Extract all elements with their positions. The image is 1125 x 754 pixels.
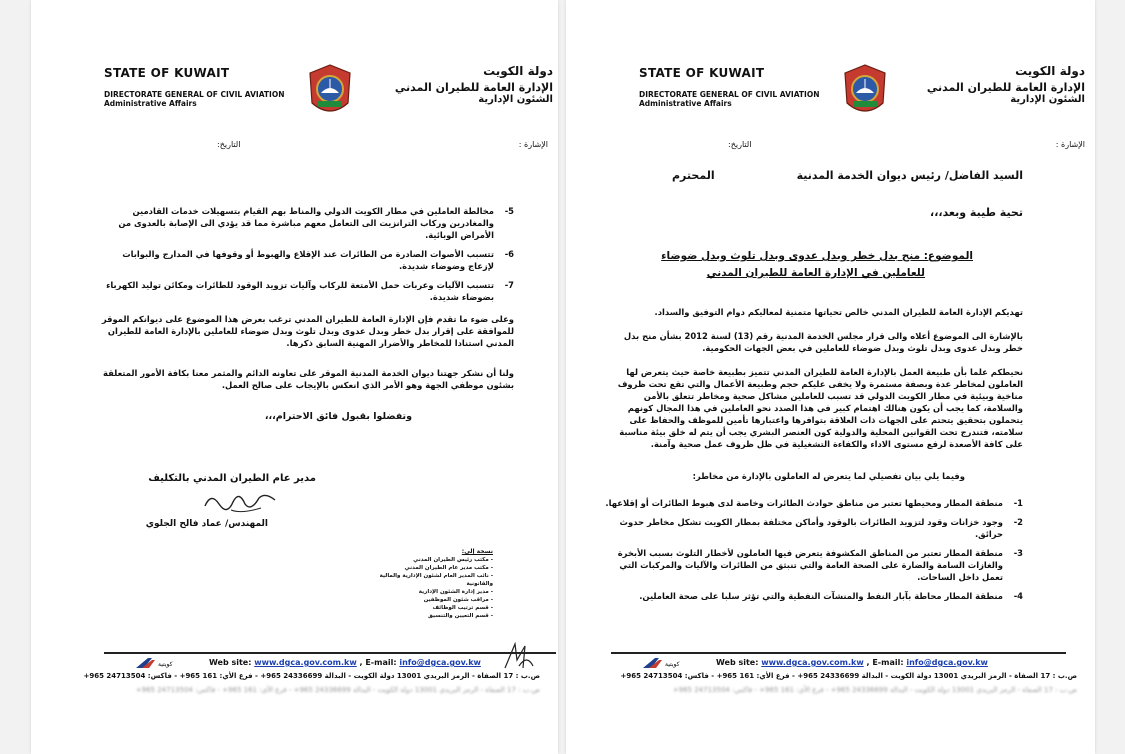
footer-address-faded: ص.ب : 17 الصفاة - الرمز البريدي 13001 دولة الكويت - البدالة 24336699 965+ - فرع الأي: 161 965+ - فاكس: 24713504 965+: [135, 686, 540, 694]
department-title-ar: الشئون الإدارية: [1010, 94, 1085, 105]
reference-label: الإشارة :: [1055, 140, 1085, 149]
greeting: تحية طيبة وبعد،،،: [930, 206, 1023, 219]
svg-text:كويتية: كويتية: [665, 661, 680, 668]
state-title-ar: دولة الكويت: [483, 64, 553, 78]
addressee: السيد الفاضل/ رئيس ديوان الخدمة المدنية: [796, 169, 1023, 182]
list-item: - مكتب مدير عام الطيران المدني: [363, 564, 493, 572]
website-link[interactable]: www.dgca.gov.com.kw: [761, 658, 864, 667]
date-label: التاريخ:: [217, 140, 241, 149]
footer-address: ص.ب : 17 الصفاة - الرمز البريدي 13001 دولة الكويت - البدالة 24336699 965+ - فرع الأي: 161 965+ - فاكس: 24713504 965+: [620, 672, 1077, 680]
department-title-ar: الشئون الإدارية: [478, 94, 553, 105]
footer-divider: [611, 652, 1066, 654]
airline-logo-icon: [641, 656, 689, 670]
body-paragraph: نحيطكم علما بأن طبيعة العمل بالإدارة العامة للطيران المدني تتميز بطبيعة خاصة حيث يتعرض لها العاملون لمخاطر عدة وبصفة مستمرة ولا يخفى عليكم حجم وطبيعة الأعمال والتي تقع تحت ظروف مناخية وبيئية في مطار الكويت الدولي قد تسبب للعاملين مشاكل صحية ومخاطر تتعلق بالأمن والسلامة، كما يجب أن يكون هنالك اهتمام كبير في هذا الصدد نحو العاملين في هذا المجال كونهم يتحملون بتحقيق يتحتم على الجهات ذات العلاقة بتوافرها واعتبارها تأمين للموظف والحفاظ على سلامته، فتندرج تحت القوانين المحلية والدولية كون العنصر البشري يجب أن يتم له خلق بيئة مناسبة على كافة الأصعدة لرفع مستوى الاداء والكفاءة التشغيلية في ظل ظروف عمل صحية وآمنة.: [617, 367, 1023, 449]
kuwait-emblem-icon: [304, 63, 356, 119]
directorate-title-en: DIRECTORATE GENERAL OF CIVIL AVIATION: [639, 90, 820, 99]
directorate-title-ar: الإدارة العامة للطيران المدني: [926, 81, 1085, 94]
honorific: المحترم: [672, 169, 715, 182]
subject-line-1: الموضوع: منح بدل خطر وبدل عدوى وبدل تلوث وبدل ضوضاء: [661, 250, 973, 262]
cc-distribution: [363, 548, 493, 620]
request-paragraph: وعلى ضوء ما تقدم فإن الإدارة العامة للطيران المدني ترغب بعرض هذا الموضوع على ديوانكم الموقر للموافقة على إقرار بدل خطر وبدل عدوى وبدل تلوث وبدل ضوضاء للعاملين بالإدارة العامة للطيران المدني استنادا للمخاطر والأضرار المهنية السابق ذكرها.: [101, 314, 514, 348]
signature-mark-icon: [201, 486, 281, 516]
signature-title: مدير عام الطيران المدني بالتكليف: [148, 473, 316, 484]
arabic-header: [915, 64, 1085, 105]
subject-line-2: للعاملين في الإدارة العامة للطيران المدني: [706, 267, 925, 279]
list-item: 3- منطقة المطار تعتبر من المناطق المكشوفة يتعرض فيها العاملون لأخطار التلوث بسبب الأبخرة والغازات السامة والضارة على الصحة العامة والتي تنبثق من الطائرات والآليات والمركبات التي تعمل داخل الساحات.: [617, 548, 1023, 582]
email-link[interactable]: info@dgca.gov.kw: [906, 658, 988, 667]
list-item: - قسم ترتيب الوظائف: [363, 604, 493, 612]
list-item: - مدير إدارة الشئون الإدارية: [363, 588, 493, 596]
hazard-list-page1: [603, 497, 1023, 609]
letter-page-1: [566, 0, 1095, 754]
cc-label: نسخة إلى:: [461, 548, 493, 555]
letter-page-2: [31, 0, 558, 754]
initials-mark-icon: [501, 640, 537, 672]
email-link[interactable]: info@dgca.gov.kw: [399, 658, 481, 667]
intro-paragraph: تهديكم الإدارة العامة للطيران المدني خالص تحياتها متمنية لمعاليكم دوام التوفيق والسداد.: [654, 307, 1023, 317]
list-intro: وفيما يلي بيان تفصيلي لما يتعرض له العاملون بالإدارة من مخاطر:: [692, 471, 965, 481]
state-title-en: STATE OF KUWAIT: [104, 66, 230, 80]
list-item: - مكتب رئيس الطيران المدني: [363, 556, 493, 564]
department-title-en: Administrative Affairs: [104, 99, 197, 108]
list-item: 1- منطقة المطار ومحيطها تعتبر من مناطق حوادث الطائرات وخاصة لدى هبوط الطائرات أو إقلاعها.: [605, 498, 1023, 508]
reference-paragraph: بالإشارة الى الموضوع أعلاه والى قرار مجلس الخدمة المدنية رقم (13) لسنة 2012 بشأن منح بدل خطر وبدل عدوى وبدل تلوث وبدل ضوضاء للعاملين في بعض الجهات الحكومية.: [623, 331, 1023, 353]
list-item: - مراقب شئون الموظفين: [363, 596, 493, 604]
list-item: 4- منطقة المطار محاطة بآبار النفط والمنشآت النفطية والتي تؤثر سلبا على صحة العاملين.: [639, 591, 1023, 601]
directorate-title-ar: الإدارة العامة للطيران المدني: [394, 81, 553, 94]
footer-contact: Web site: www.dgca.gov.com.kw , E-mail: info@dgca.gov.kw: [209, 658, 481, 667]
list-item: - قسم التعيين والتنسيق: [363, 612, 493, 620]
website-link[interactable]: www.dgca.gov.com.kw: [254, 658, 357, 667]
arabic-header: [383, 64, 553, 105]
closing: وتفضلوا بقبول فائق الاحترام،،،: [264, 411, 412, 422]
svg-text:كويتية: كويتية: [158, 661, 173, 668]
state-title-ar: دولة الكويت: [1015, 64, 1085, 78]
reference-label: الإشارة :: [518, 140, 548, 149]
date-label: التاريخ:: [728, 140, 752, 149]
list-item: 2- وجود خزانات وقود لتزويد الطائرات بالوقود وأماكن مختلفة بمطار الكويت تشكل مخاطر حدوث حرائق.: [619, 517, 1023, 539]
list-item: 7- تتسبب الآليات وعربات حمل الأمتعة للركاب وآليات تزويد الوقود للطائرات ومكائن توليد الكهرباء بضوضاء شديدة.: [106, 280, 514, 302]
hazard-list-page2: [94, 205, 514, 310]
signature-name: المهندس/ عماد فالح الجلوي: [145, 519, 268, 529]
footer-address-faded: ص.ب : 17 الصفاة - الرمز البريدي 13001 دولة الكويت - البدالة 24336699 965+ - فرع الأي: 161 965+ - فاكس: 24713504 965+: [672, 686, 1077, 694]
department-title-en: Administrative Affairs: [639, 99, 732, 108]
english-header: [639, 66, 839, 108]
airline-logo-icon: [134, 656, 182, 670]
footer-divider: [104, 652, 556, 654]
list-item: 6- تتسبب الأصوات الصادرة من الطائرات عند الإقلاع والهبوط أو وقوفها في المدارج والبوابات لإزعاج وضوضاء شديدة.: [122, 249, 514, 271]
footer-contact: Web site: www.dgca.gov.com.kw , E-mail: info@dgca.gov.kw: [716, 658, 988, 667]
kuwait-emblem-icon: [839, 63, 891, 119]
list-item: 5- مخالطة العاملين في مطار الكويت الدولي والمناط بهم القيام بتسهيلات خدمات القادمين والمغادرين وركاب الترانزيت الى التعامل معهم مباشرة مما قد يؤدي الى الإصابة بالعدوى من الأمراض الوبائية.: [118, 206, 514, 240]
cc-list: [363, 556, 493, 620]
thanks-paragraph: ولنا أن نشكر جهتنا ديوان الخدمة المدنية الموقر على تعاونه الدائم والمثمر معنا بكافة الأمور المتعلقة بشئون موظفي الجهة وهو الأمر الذي انعكس بالإيجاب على صالح العمل.: [103, 368, 514, 390]
english-header: [104, 66, 304, 108]
directorate-title-en: DIRECTORATE GENERAL OF CIVIL AVIATION: [104, 90, 285, 99]
list-item: - نائب المدير العام لشئون الإدارية والمالية والقانونية: [363, 572, 493, 588]
state-title-en: STATE OF KUWAIT: [639, 66, 765, 80]
footer-address: ص.ب : 17 الصفاة - الرمز البريدي 13001 دولة الكويت - البدالة 24336699 965+ - فرع الأي: 161 965+ - فاكس: 24713504 965+: [83, 672, 540, 680]
